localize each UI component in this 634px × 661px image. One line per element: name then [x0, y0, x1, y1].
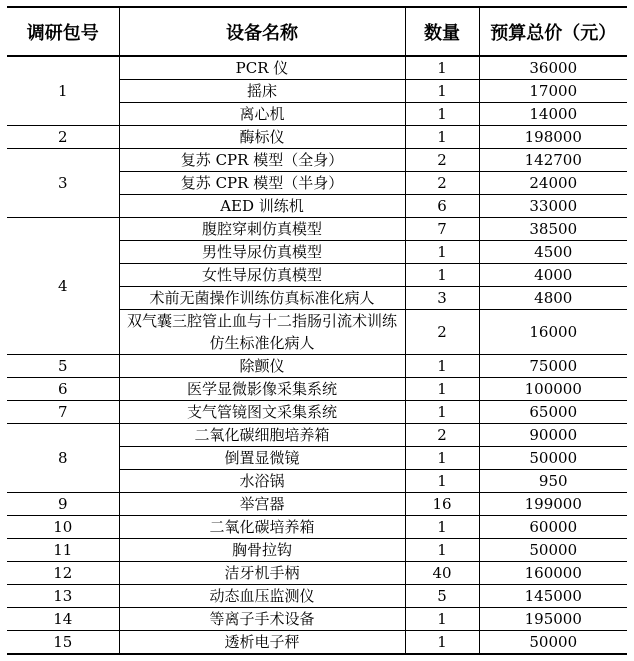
cell-equipment-name: 二氧化碳培养箱: [119, 516, 405, 539]
table-row: [7, 126, 627, 149]
cell-package-number: 7: [7, 401, 119, 424]
cell-quantity: 1: [405, 264, 479, 287]
cell-quantity: 2: [405, 172, 479, 195]
header-quantity: 数量: [405, 7, 479, 56]
cell-equipment-name: PCR 仪: [119, 56, 405, 80]
cell-quantity: 1: [405, 103, 479, 126]
cell-quantity: 6: [405, 195, 479, 218]
cell-equipment-name: 等离子手术设备: [119, 608, 405, 631]
cell-equipment-name: 术前无菌操作训练仿真标准化病人: [119, 287, 405, 310]
cell-equipment-name: 举宫器: [119, 493, 405, 516]
cell-budget-price: 142700: [479, 149, 627, 172]
cell-quantity: 1: [405, 378, 479, 401]
cell-budget-price: 65000: [479, 401, 627, 424]
cell-equipment-name: AED 训练机: [119, 195, 405, 218]
cell-package-number: 2: [7, 126, 119, 149]
table-body: [7, 56, 627, 654]
cell-budget-price: 60000: [479, 516, 627, 539]
cell-quantity: 7: [405, 218, 479, 241]
cell-package-number: 15: [7, 631, 119, 655]
cell-quantity: 1: [405, 355, 479, 378]
cell-equipment-name: 水浴锅: [119, 470, 405, 493]
cell-package-number: 14: [7, 608, 119, 631]
cell-quantity: 3: [405, 287, 479, 310]
cell-quantity: 1: [405, 80, 479, 103]
cell-equipment-name: 男性导尿仿真模型: [119, 241, 405, 264]
cell-package-number: 13: [7, 585, 119, 608]
cell-budget-price: 50000: [479, 447, 627, 470]
cell-equipment-name: 复苏 CPR 模型（全身）: [119, 149, 405, 172]
table-row: [7, 378, 627, 401]
table-row: [7, 539, 627, 562]
cell-equipment-name: 双气囊三腔管止血与十二指肠引流术训练仿生标准化病人: [119, 310, 405, 355]
table-header: [7, 7, 627, 56]
cell-quantity: 1: [405, 447, 479, 470]
cell-quantity: 2: [405, 149, 479, 172]
cell-budget-price: 195000: [479, 608, 627, 631]
cell-equipment-name: 除颤仪: [119, 355, 405, 378]
cell-budget-price: 50000: [479, 539, 627, 562]
cell-budget-price: 16000: [479, 310, 627, 355]
cell-quantity: 40: [405, 562, 479, 585]
cell-budget-price: 90000: [479, 424, 627, 447]
cell-quantity: 1: [405, 516, 479, 539]
cell-budget-price: 4800: [479, 287, 627, 310]
cell-budget-price: 17000: [479, 80, 627, 103]
cell-equipment-name: 复苏 CPR 模型（半身）: [119, 172, 405, 195]
cell-budget-price: 4500: [479, 241, 627, 264]
cell-package-number: 11: [7, 539, 119, 562]
table-row: [7, 585, 627, 608]
cell-budget-price: 24000: [479, 172, 627, 195]
cell-equipment-name: 动态血压监测仪: [119, 585, 405, 608]
cell-quantity: 1: [405, 631, 479, 655]
cell-package-number: 1: [7, 56, 119, 126]
table-row: [7, 355, 627, 378]
cell-equipment-name: 女性导尿仿真模型: [119, 264, 405, 287]
cell-package-number: 6: [7, 378, 119, 401]
cell-package-number: 8: [7, 424, 119, 493]
cell-equipment-name: 摇床: [119, 80, 405, 103]
cell-equipment-name: 倒置显微镜: [119, 447, 405, 470]
cell-package-number: 5: [7, 355, 119, 378]
cell-quantity: 1: [405, 539, 479, 562]
cell-quantity: 1: [405, 608, 479, 631]
table-row: [7, 218, 627, 241]
header-package: 调研包号: [7, 7, 119, 56]
cell-package-number: 12: [7, 562, 119, 585]
cell-budget-price: 75000: [479, 355, 627, 378]
cell-quantity: 2: [405, 424, 479, 447]
cell-quantity: 1: [405, 241, 479, 264]
cell-budget-price: 50000: [479, 631, 627, 655]
table-row: [7, 516, 627, 539]
cell-quantity: 1: [405, 56, 479, 80]
table-row: [7, 608, 627, 631]
cell-equipment-name: 二氧化碳细胞培养箱: [119, 424, 405, 447]
cell-package-number: 9: [7, 493, 119, 516]
header-budget-price: 预算总价（元）: [479, 7, 627, 56]
cell-quantity: 1: [405, 401, 479, 424]
cell-quantity: 2: [405, 310, 479, 355]
cell-equipment-name: 医学显微影像采集系统: [119, 378, 405, 401]
cell-budget-price: 14000: [479, 103, 627, 126]
table-row: [7, 56, 627, 80]
equipment-budget-table: [7, 6, 627, 655]
cell-equipment-name: 洁牙机手柄: [119, 562, 405, 585]
cell-budget-price: 950: [479, 470, 627, 493]
cell-quantity: 5: [405, 585, 479, 608]
cell-budget-price: 33000: [479, 195, 627, 218]
table-row: [7, 424, 627, 447]
cell-equipment-name: 腹腔穿刺仿真模型: [119, 218, 405, 241]
cell-budget-price: 198000: [479, 126, 627, 149]
cell-budget-price: 160000: [479, 562, 627, 585]
cell-quantity: 1: [405, 470, 479, 493]
cell-equipment-name: 酶标仪: [119, 126, 405, 149]
table-row: [7, 401, 627, 424]
cell-equipment-name: 支气管镜图文采集系统: [119, 401, 405, 424]
cell-budget-price: 38500: [479, 218, 627, 241]
cell-equipment-name: 透析电子秤: [119, 631, 405, 655]
cell-equipment-name: 胸骨拉钩: [119, 539, 405, 562]
cell-budget-price: 36000: [479, 56, 627, 80]
cell-equipment-name: 离心机: [119, 103, 405, 126]
header-equipment-name: 设备名称: [119, 7, 405, 56]
cell-package-number: 3: [7, 149, 119, 218]
table-row: [7, 631, 627, 655]
cell-package-number: 4: [7, 218, 119, 355]
table-row: [7, 149, 627, 172]
table-row: [7, 493, 627, 516]
table-row: [7, 562, 627, 585]
header-row: [7, 7, 627, 56]
cell-budget-price: 145000: [479, 585, 627, 608]
cell-package-number: 10: [7, 516, 119, 539]
cell-budget-price: 100000: [479, 378, 627, 401]
cell-budget-price: 199000: [479, 493, 627, 516]
cell-quantity: 16: [405, 493, 479, 516]
cell-quantity: 1: [405, 126, 479, 149]
cell-budget-price: 4000: [479, 264, 627, 287]
